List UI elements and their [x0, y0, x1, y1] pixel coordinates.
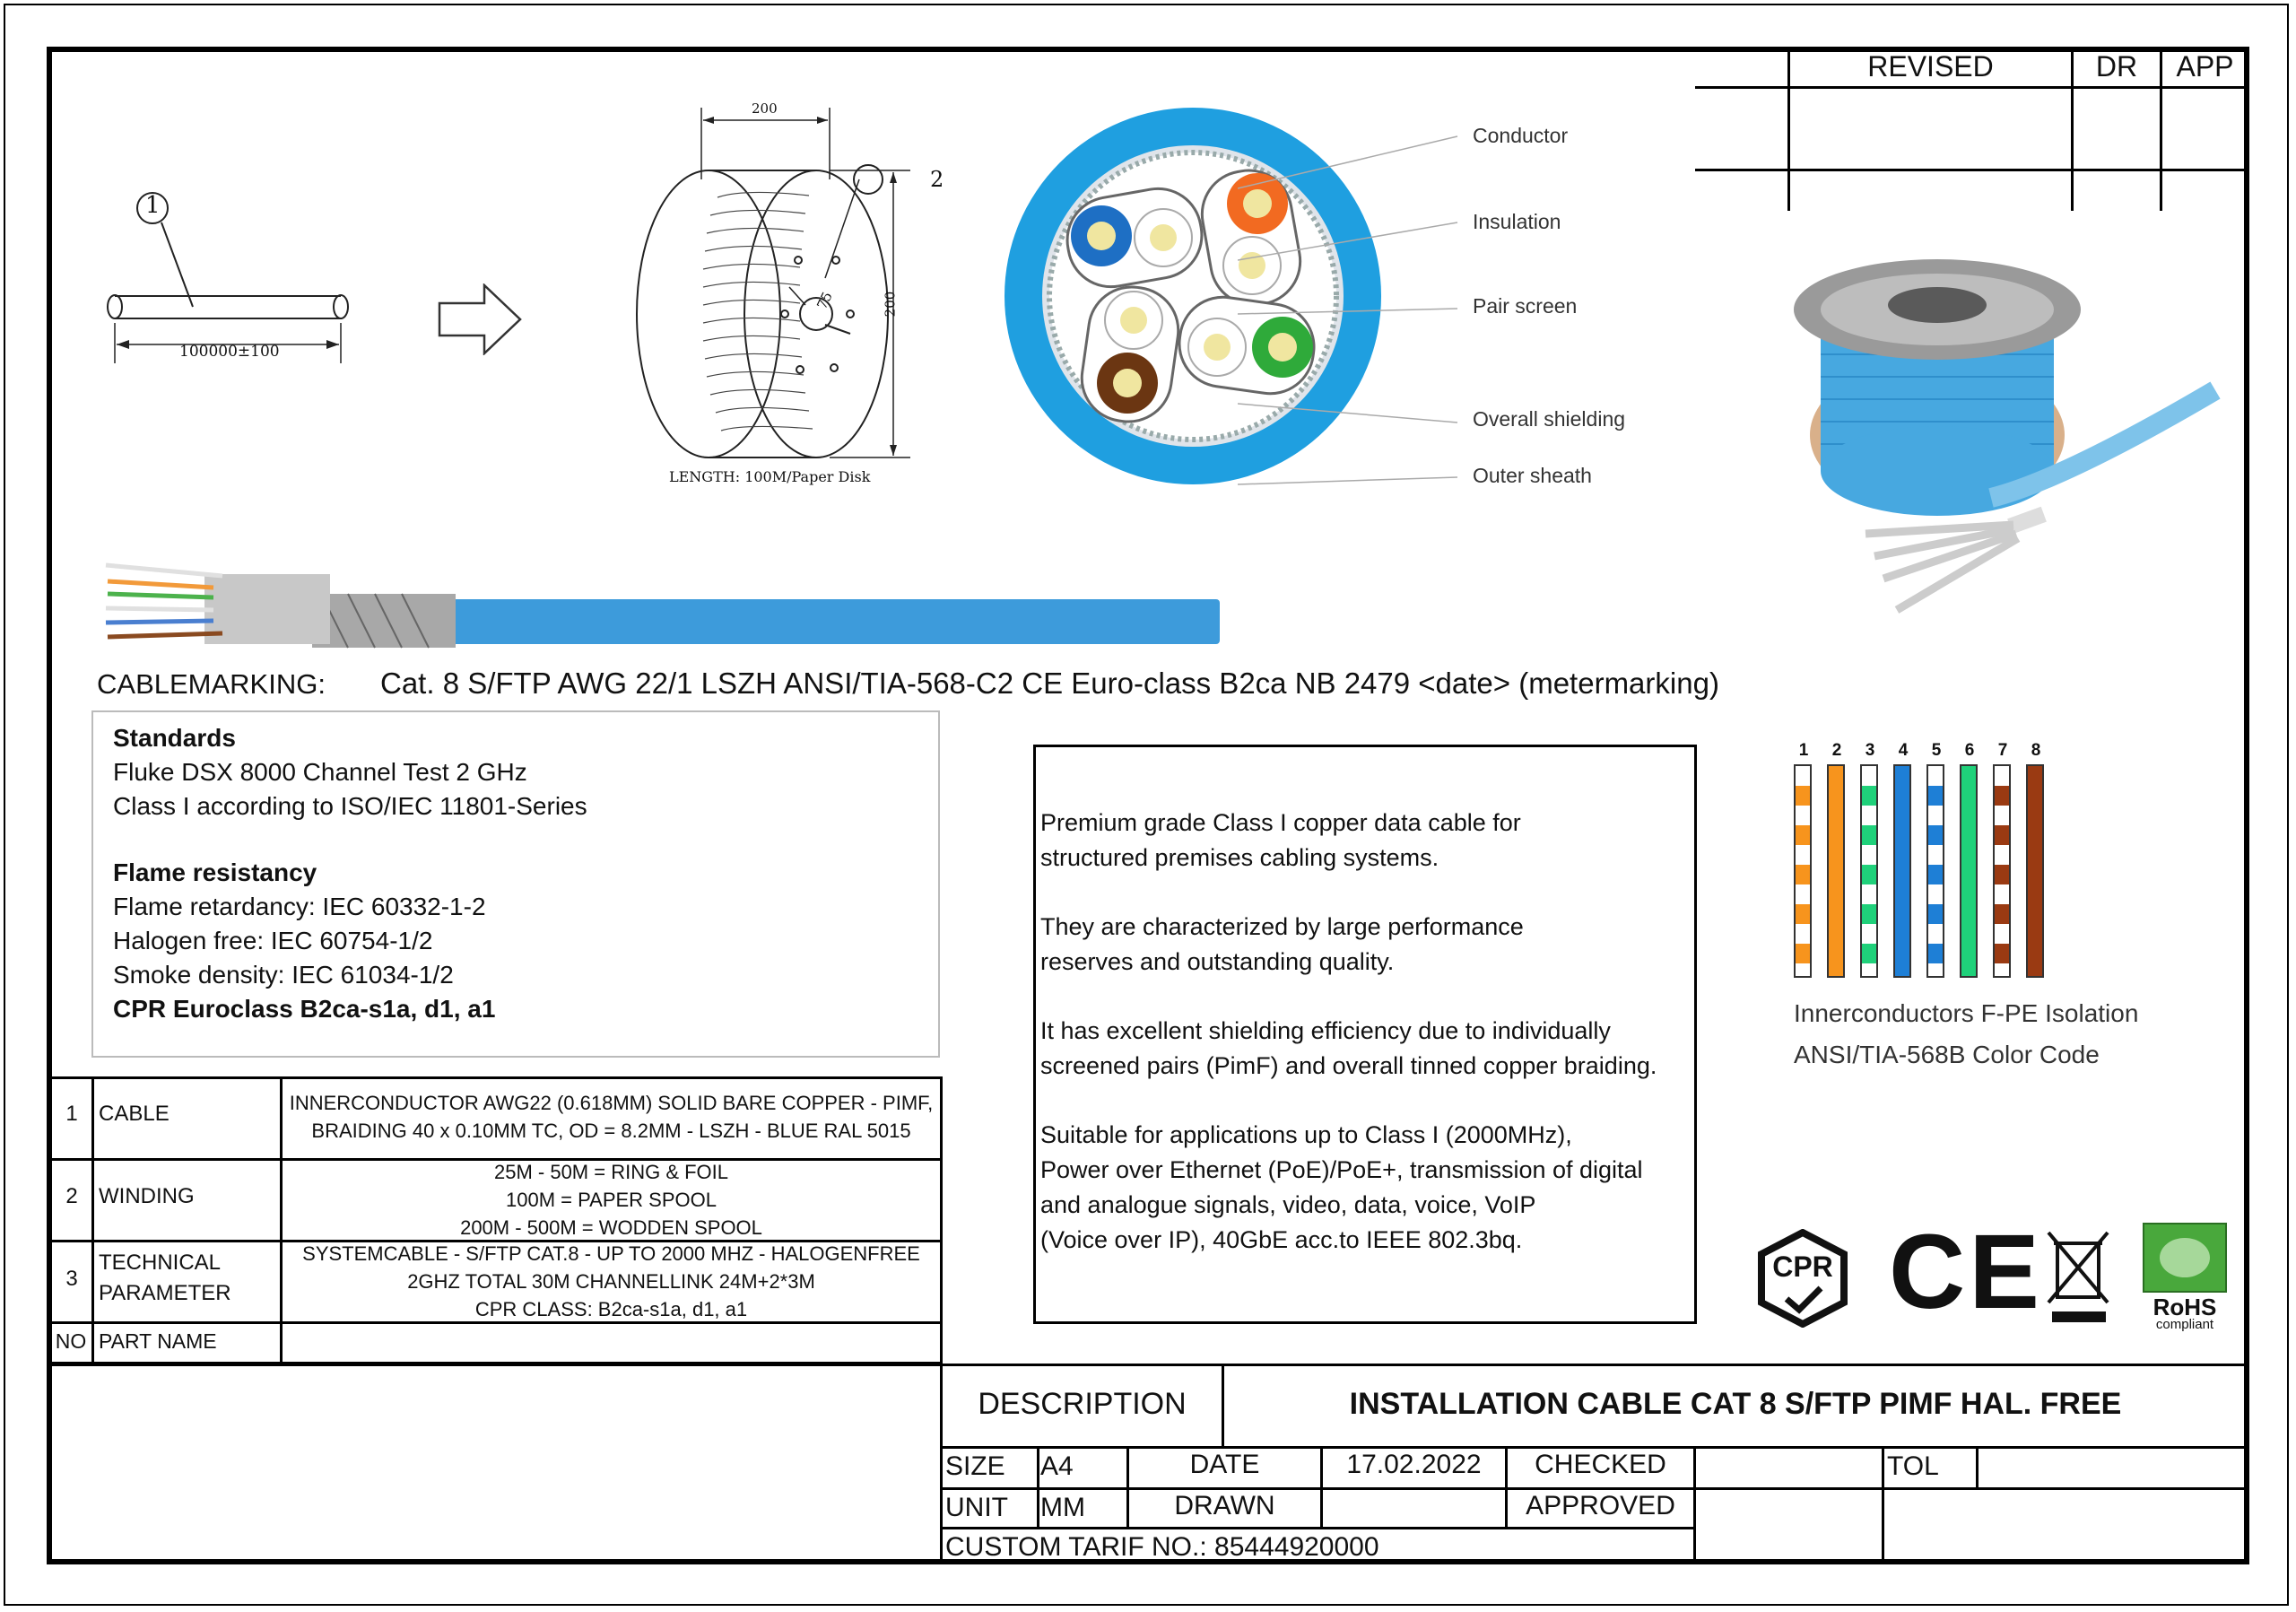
cable-length-sketch	[90, 179, 359, 368]
reel-callout-number: 2	[930, 167, 944, 192]
rohs-subtext: compliant	[2155, 1317, 2214, 1332]
cable-marking-text: Cat. 8 S/FTP AWG 22/1 LSZH ANSI/TIA-568-C2 CE Euro-class B2ca NB 2479 <date> (metermarking)	[380, 667, 1719, 700]
wire-number: 6	[1964, 741, 1975, 760]
app-label: APP	[2176, 50, 2234, 83]
part-desc	[283, 1240, 940, 1323]
cpr-euroclass: CPR Euroclass B2ca-s1a, d1, a1	[113, 995, 496, 1023]
date-value: 17.02.2022	[1346, 1450, 1482, 1479]
wire-1	[1794, 764, 1812, 978]
part-name-2: PARAMETER	[99, 1281, 231, 1305]
wire-4	[1893, 764, 1911, 978]
parts-header-name: PART NAME	[99, 1329, 217, 1353]
reel-width-dimension: 200	[752, 100, 778, 117]
weee-bin-icon	[2045, 1229, 2113, 1328]
flame-heading: Flame resistancy	[113, 858, 317, 886]
desc-line: It has excellent shielding efficiency due to individually	[1040, 1017, 1611, 1044]
cable-marking-label: CABLEMARKING:	[97, 668, 326, 700]
parts-header-no: NO	[55, 1329, 87, 1353]
part-desc	[283, 1089, 940, 1145]
cable-callout-number: 1	[145, 192, 161, 219]
label-conductor: Conductor	[1473, 124, 1569, 147]
part-desc-line: CPR CLASS: B2ca-s1a, d1, a1	[474, 1298, 748, 1320]
wire-5	[1926, 764, 1944, 978]
reel-hub-dimension: 75	[813, 289, 836, 312]
ce-mark: CE	[1889, 1213, 2043, 1331]
wire-number: 7	[1997, 741, 2008, 760]
desc-line: Premium grade Class I copper data cable for	[1040, 809, 1521, 836]
desc-line: They are characterized by large performance	[1040, 913, 1524, 940]
part-no: 1	[65, 1102, 78, 1126]
description-title: INSTALLATION CABLE CAT 8 S/FTP PIMF HAL. FREE	[1349, 1387, 2122, 1421]
custom-tarif: CUSTOM TARIF NO.: 85444920000	[945, 1532, 1379, 1562]
part-desc-line: 100M = PAPER SPOOL	[506, 1189, 717, 1211]
color-code-line1: Innerconductors F-PE Isolation	[1794, 999, 2139, 1027]
revised-label: REVISED	[1867, 50, 1994, 83]
checked-label: CHECKED	[1535, 1450, 1666, 1479]
wire-2	[1827, 764, 1845, 978]
standards-line: Fluke DSX 8000 Channel Test 2 GHz	[113, 758, 527, 786]
part-no: 2	[65, 1184, 78, 1208]
wire-number: 1	[1798, 741, 1809, 760]
unit-value: MM	[1040, 1493, 1085, 1522]
wire-7	[1993, 764, 2011, 978]
approved-label: APPROVED	[1526, 1491, 1675, 1521]
color-code-line2: ANSI/TIA-568B Color Code	[1794, 1041, 2100, 1068]
cable-reel-photo	[1794, 256, 2224, 632]
flame-line: Smoke density: IEC 61034-1/2	[113, 961, 454, 989]
wire-number: 3	[1865, 741, 1875, 760]
wire-3	[1860, 764, 1878, 978]
part-no: 3	[65, 1267, 78, 1291]
drawn-label: DRAWN	[1174, 1491, 1275, 1521]
desc-line: screened pairs (PimF) and overall tinned copper braiding.	[1040, 1052, 1657, 1079]
size-label: SIZE	[945, 1451, 1005, 1481]
standards-heading: Standards	[113, 724, 236, 752]
reel-height-dimension: 200	[882, 291, 899, 318]
description-text	[1040, 806, 1686, 1258]
stripped-cable-photo	[97, 538, 1227, 655]
date-label: DATE	[1189, 1450, 1260, 1479]
cpr-icon-text: CPR	[1772, 1250, 1833, 1283]
desc-line: structured premises cabling systems.	[1040, 844, 1439, 871]
wire-8	[2026, 764, 2044, 978]
part-name: WINDING	[99, 1184, 195, 1208]
part-desc	[283, 1158, 940, 1242]
desc-line: reserves and outstanding quality.	[1040, 948, 1395, 975]
part-desc-line: 2GHZ TOTAL 30M CHANNELLINK 24M+2*3M	[407, 1270, 815, 1293]
flame-line: Halogen free: IEC 60754-1/2	[113, 927, 433, 954]
desc-line: Suitable for applications up to Class I (2000MHz),	[1040, 1121, 1572, 1148]
wire-number: 2	[1831, 741, 1842, 760]
label-insulation: Insulation	[1473, 210, 1561, 233]
standards-line: Class I according to ISO/IEC 11801-Series	[113, 792, 587, 820]
wire-number: 8	[2031, 741, 2041, 760]
wire-number: 4	[1898, 741, 1909, 760]
rohs-badge	[2142, 1222, 2228, 1331]
reel-caption: LENGTH: 100M/Paper Disk	[669, 468, 871, 485]
part-name: CABLE	[99, 1102, 170, 1126]
flame-line: Flame retardancy: IEC 60332-1-2	[113, 893, 486, 920]
desc-line: and analogue signals, video, data, voice, VoIP	[1040, 1191, 1536, 1218]
cable-length-dimension: 100000±100	[179, 343, 280, 361]
color-code-diagram	[1794, 741, 2063, 1001]
desc-line: (Voice over IP), 40GbE acc.to IEEE 802.3bq.	[1040, 1226, 1523, 1253]
label-overall-shielding: Overall shielding	[1473, 407, 1626, 431]
label-pair-screen: Pair screen	[1473, 294, 1578, 318]
part-desc-line: 200M - 500M = WODDEN SPOOL	[460, 1216, 762, 1239]
tol-label: TOL	[1887, 1451, 1939, 1481]
part-desc-line: 25M - 50M = RING & FOIL	[493, 1161, 728, 1183]
part-desc-line: SYSTEMCABLE - S/FTP CAT.8 - UP TO 2000 MHZ - HALOGENFREE	[302, 1242, 920, 1265]
wire-number: 5	[1931, 741, 1942, 760]
callout-leader-lines	[1238, 126, 1471, 502]
part-desc-line: INNERCONDUCTOR AWG22 (0.618MM) SOLID BARE COPPER - PIMF,	[289, 1092, 934, 1114]
description-label: DESCRIPTION	[978, 1387, 1187, 1421]
size-value: A4	[1040, 1451, 1074, 1481]
part-desc-line: BRAIDING 40 x 0.10MM TC, OD = 8.2MM - LSZH - BLUE RAL 5015	[311, 1120, 911, 1142]
desc-line: Power over Ethernet (PoE)/PoE+, transmission of digital	[1040, 1156, 1643, 1183]
rohs-text: RoHS	[2152, 1294, 2217, 1320]
label-outer-sheath: Outer sheath	[1473, 464, 1592, 487]
arrow-right-icon	[438, 283, 524, 355]
cpr-icon	[1758, 1229, 1848, 1328]
wire-6	[1960, 764, 1978, 978]
dr-label: DR	[2095, 50, 2138, 83]
part-name: TECHNICAL	[99, 1250, 222, 1275]
standards-section	[113, 721, 920, 1026]
unit-label: UNIT	[945, 1493, 1008, 1522]
